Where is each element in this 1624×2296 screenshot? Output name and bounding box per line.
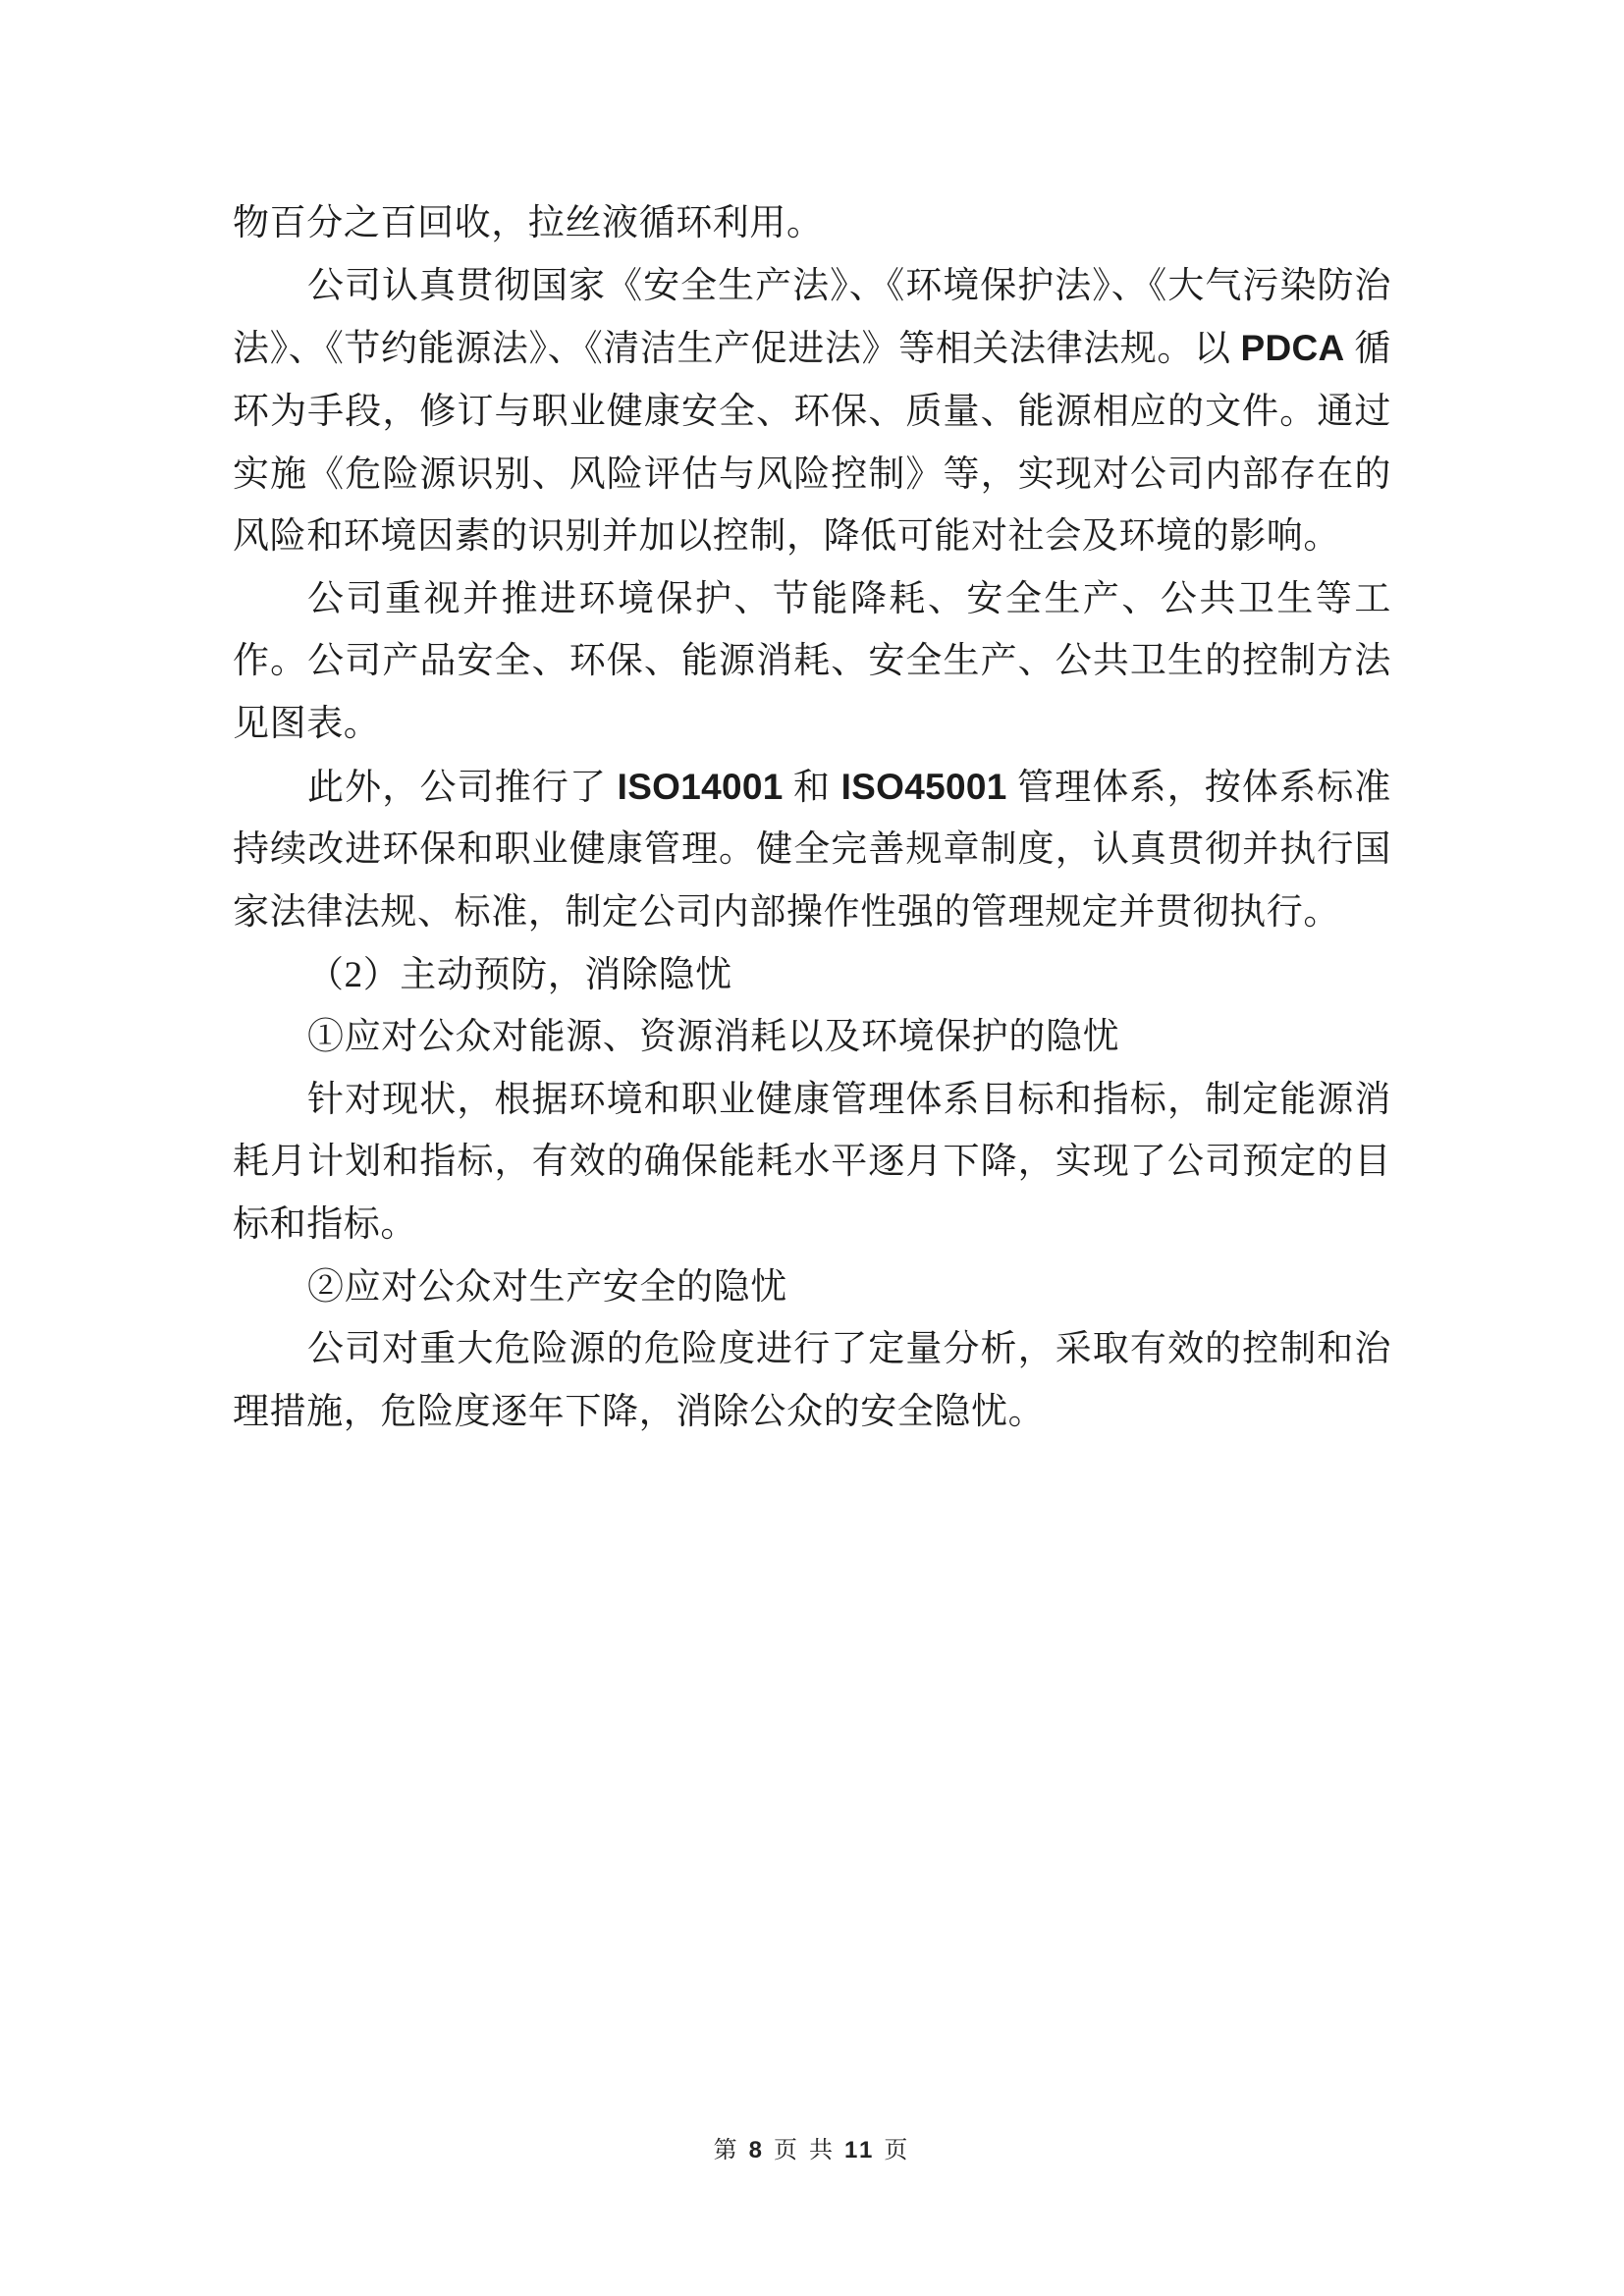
paragraph: 公司重视并推进环境保护、节能降耗、安全生产、公共卫生等工作。公司产品安全、环保、能源消耗、安全生产、公共卫生的控制方法见图表。 [233,578,1391,744]
paragraph: 公司认真贯彻国家《安全生产法》、《环境保护法》、《大气污染防治法》、《节约能源法》、《清洁生产促进法》等相关法律法规。以 PDCA 循环为手段，修订与职业健康安全、环保、质量、能源相应的文件。通过实施《危险源识别、风险评估与风险控制》等，实现对公司内部存在的风险和环境因素的识别并加以控制，降低可能对社会及环境的影响。 [233,265,1392,558]
paragraph: 公司对重大危险源的危险度进行了定量分析，采取有效的控制和治理措施，危险度逐年下降，消除公众的安全隐忧。 [233,1329,1391,1432]
paragraph: ①应对公众对能源、资源消耗以及环境保护的隐忧 [307,1017,1120,1058]
paragraph: （2）主动预防，消除隐忧 [307,954,732,995]
paragraph: ②应对公众对生产安全的隐忧 [307,1266,787,1308]
paragraph: 针对现状，根据环境和职业健康管理体系目标和指标，制定能源消耗月计划和指标，有效的确保能耗水平逐月下降，实现了公司预定的目标和指标。 [233,1079,1391,1245]
footer-current-page: 8 [748,2137,765,2163]
page-body [233,192,1391,1444]
footer-suffix: 页 [884,2138,911,2163]
paragraph: 物百分之百回收，拉丝液循环利用。 [233,203,824,243]
footer-middle: 页 共 [773,2138,836,2163]
footer-total-pages: 11 [843,2137,876,2163]
paragraph: 此外，公司推行了 ISO14001 和 ISO45001 管理体系，按体系标准持续改进环保和职业健康管理。健全完善规章制度，认真贯彻并执行国家法律法规、标准，制定公司内部操作性强的管理规定并贯彻执行。 [233,766,1391,933]
page-footer [0,2130,1624,2164]
footer-prefix: 第 [713,2138,740,2163]
